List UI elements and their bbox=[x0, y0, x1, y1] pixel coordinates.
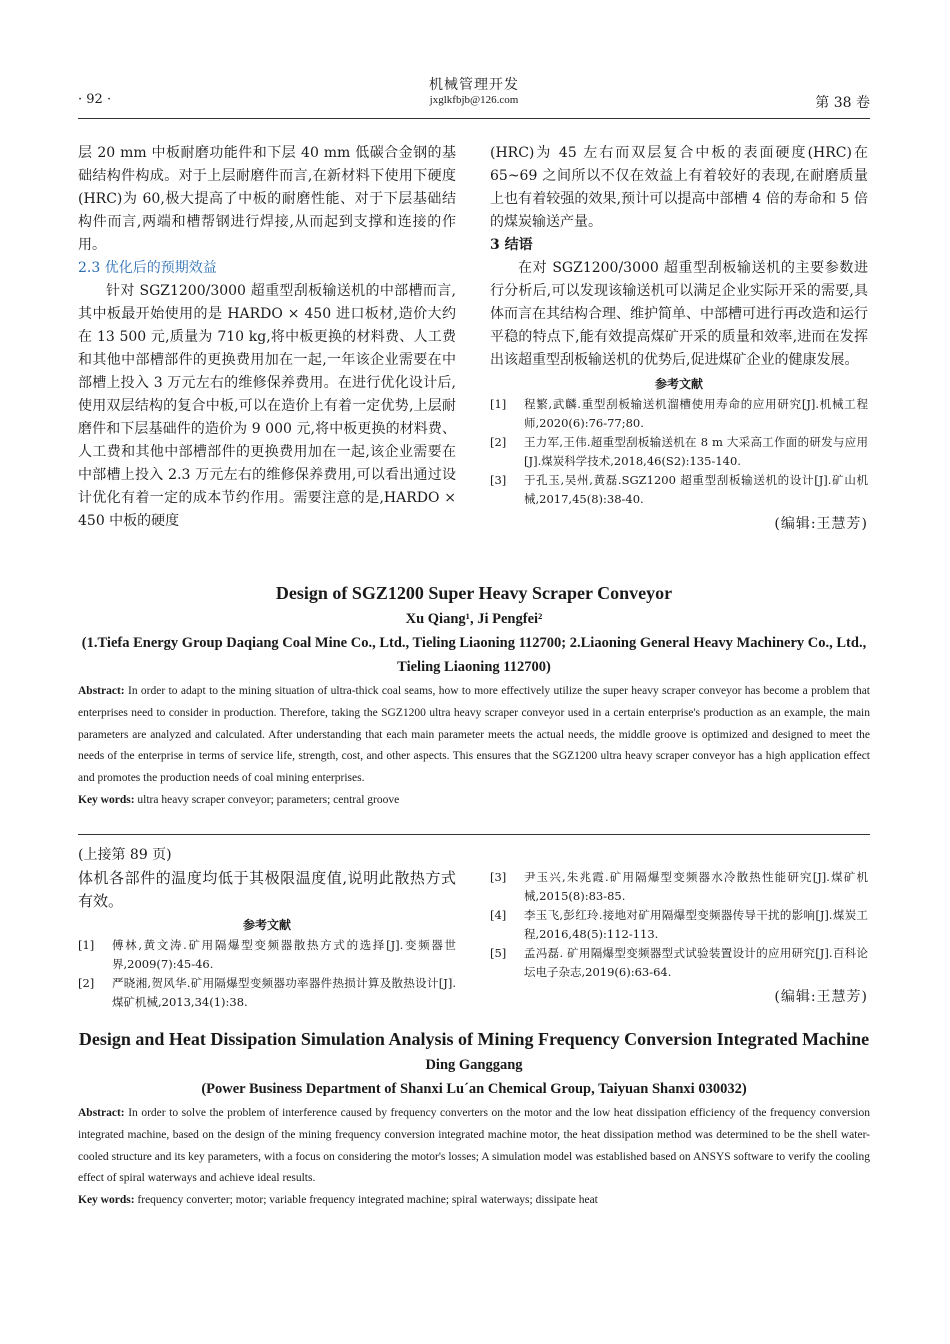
keywords-label: Key words: bbox=[78, 1194, 135, 1207]
reference-number: [3] bbox=[490, 473, 507, 487]
reference-item bbox=[78, 974, 456, 1012]
article1-right-column bbox=[490, 142, 868, 536]
abstract-text: In order to adapt to the mining situation of ultra-thick coal seams, how to more effectively utilize the super heavy scraper conveyor has become a problem that enterprises need to consider in production. Therefore, taking the SGZ1200 ultra heavy scraper conveyor used in a certain enterprise's production as an example, the main parameters are analyzed and calculated. After understanding that each main parameter meets the actual needs, the middle groove is optimized and designed to meet the needs of the enterprise in terms of service life, strength, cost, and other aspects. This ensures that the SGZ1200 ultra heavy scraper conveyor has a high application effect and promotes the production needs of coal mining enterprises. bbox=[78, 685, 870, 785]
reference-text: 严晓湘,贺风华.矿用隔爆型变频器功率器件热损计算及散热设计[J].煤矿机械,2013,34(1):38. bbox=[112, 976, 456, 1009]
reference-item bbox=[490, 906, 868, 944]
english-title: Design of SGZ1200 Super Heavy Scraper Conveyor bbox=[275, 583, 673, 603]
english-affiliation: (Power Business Department of Shanxi Lu´an Chemical Group, Taiyuan Shanxi 030032) bbox=[201, 1081, 747, 1097]
page-number: · 92 · bbox=[78, 92, 112, 107]
references-title: 参考文献 bbox=[242, 918, 291, 932]
reference-text: 于孔玉,吴州,黄磊.SGZ1200 超重型刮板输送机的设计[J].矿山机械,2017,45(8):38-40. bbox=[524, 473, 868, 506]
reference-text: 王力军,王伟.超重型刮板输送机在 8 m 大采高工作面的研发与应用[J].煤炭科学技术,2018,46(S2):135-140. bbox=[524, 435, 868, 468]
editor-note: (编辑:王慧芳) bbox=[774, 989, 868, 1005]
body-paragraph: 体机各部件的温度均低于其极限温度值,说明此散热方式有效。 bbox=[78, 869, 456, 910]
reference-number: [1] bbox=[78, 938, 95, 952]
reference-item bbox=[490, 944, 868, 982]
reference-text: 傅林,黄文涛.矿用隔爆型变频器散热方式的选择[J].变频器世界,2009(7):45-46. bbox=[112, 938, 456, 971]
volume-label: 第 38 卷 bbox=[815, 95, 870, 111]
reference-number: [4] bbox=[490, 908, 507, 922]
abstract-label: Abstract: bbox=[78, 685, 125, 697]
journal-title: 机械管理开发 bbox=[429, 77, 519, 93]
reference-number: [1] bbox=[490, 397, 507, 411]
reference-text: 尹玉兴,朱兆霞.矿用隔爆型变频器水冷散热性能研究[J].煤矿机械,2015(8):83-85. bbox=[524, 870, 868, 903]
references-title: 参考文献 bbox=[654, 377, 703, 391]
english-title: Design and Heat Dissipation Simulation Analysis of Mining Frequency Conversion Integrated Machine bbox=[78, 1029, 870, 1049]
reference-text: 孟冯磊. 矿用隔爆型变频器型式试验装置设计的应用研究[J].百科论坛电子杂志,2019(6):63-64. bbox=[524, 946, 868, 979]
english-authors: Xu Qiang¹, Ji Pengfei² bbox=[405, 611, 543, 627]
reference-item bbox=[78, 936, 456, 974]
article1-left-column bbox=[78, 142, 456, 533]
reference-item bbox=[490, 395, 868, 433]
body-paragraph: 层 20 mm 中板耐磨功能件和下层 40 mm 低碳合金钢的基础结构件构成。对于上层耐磨件而言,在新材料下使用下硬度(HRC)为 60,极大提高了中板的耐磨性能、对于下层基础结构件而言,两端和槽帮钢进行焊接,从而起到支撑和连接的作用。 bbox=[78, 145, 456, 253]
abstract-text: In order to solve the problem of interference caused by frequency converters on the motor and the low heat dissipation efficiency of the frequency conversion integrated machine, based on the design of the mining frequency conversion integrated machine motor, the heat dissipation method was determined to be the shell water-cooled structure and its key parameters, with a focus on considering the motor's losses; A simulation model was established based on ANSYS software to verify the cooling effect of spiral waterways and achieve ideal results. bbox=[78, 1107, 870, 1185]
journal-heading bbox=[78, 74, 870, 106]
article2-right-column bbox=[490, 868, 868, 1009]
keywords-text: ultra heavy scraper conveyor; parameters; central groove bbox=[137, 793, 400, 806]
journal-email: jxglkfbjb@126.com bbox=[429, 94, 519, 106]
section-heading-2-3: 2.3 优化后的预期效益 bbox=[78, 260, 217, 276]
article1-english-abstract bbox=[78, 580, 870, 810]
english-keywords bbox=[78, 790, 870, 810]
english-author: Ding Ganggang bbox=[425, 1057, 523, 1073]
english-keywords bbox=[78, 1190, 870, 1210]
reference-text: 程繁,武麟.重型刮板输送机溜槽使用寿命的应用研究[J].机械工程师,2020(6):76-77;80. bbox=[524, 397, 868, 430]
reference-text: 李玉飞,彭红玲.接地对矿用隔爆型变频器传导干扰的影响[J].煤炭工程,2016,48(5):112-113. bbox=[524, 908, 868, 941]
continued-note: (上接第 89 页) bbox=[78, 847, 172, 863]
keywords-text: frequency converter; motor; variable frequency integrated machine; spiral waterways; dissipate heat bbox=[137, 1194, 598, 1207]
section-heading-3: 3 结语 bbox=[490, 237, 533, 253]
page-header bbox=[78, 74, 870, 119]
reference-number: [2] bbox=[490, 435, 507, 449]
article2-english-abstract bbox=[78, 1026, 870, 1210]
english-abstract bbox=[78, 681, 870, 790]
reference-item bbox=[490, 471, 868, 509]
article-separator bbox=[78, 834, 870, 835]
reference-item bbox=[490, 868, 868, 906]
english-affiliation: (1.Tiefa Energy Group Daqiang Coal Mine Co., Ltd., Tieling Liaoning 112700; 2.Liaoning General Heavy Machinery Co., Ltd., Tieling Liaoning 112700) bbox=[81, 635, 867, 675]
editor-note: (编辑:王慧芳) bbox=[774, 516, 868, 532]
article2-left-column bbox=[78, 844, 456, 1012]
reference-number: [2] bbox=[78, 976, 95, 990]
abstract-label: Abstract: bbox=[78, 1107, 125, 1119]
body-paragraph: (HRC)为 45 左右而双层复合中板的表面硬度(HRC)在 65~69 之间所以不仅在效益上有着较好的表现,在耐磨质量上也有着较强的效果,预计可以提高中部槽 4 倍的寿命和 5 倍的煤炭输送产量。 bbox=[490, 145, 868, 230]
reference-number: [3] bbox=[490, 870, 507, 884]
reference-item bbox=[490, 433, 868, 471]
body-paragraph: 针对 SGZ1200/3000 超重型刮板输送机的中部槽而言, 其中板最开始使用的是 HARDO × 450 进口板材,造价大约在 13 500 元,质量为 710 kg,将中板更换的材料费、人工费和其他中部槽部件的更换费用加在一起,一年该企业需要在中部槽上投入 3 万元左右的维修保养费用。在进行优化设计后,使用双层结构的复合中板,可以在造价上有着一定优势,上层耐磨件和下层基础件的造价为 9 000 元,将中板更换的材料费、人工费和其他中部槽部件的更换费用加在一起,该企业需要在中部槽上投入 2.3 万元左右的维修保养费用,可以看出通过设计优化有着一定的成本节约作用。需要注意的是,HARDO × 450 中板的硬度 bbox=[78, 283, 456, 529]
keywords-label: Key words: bbox=[78, 793, 135, 806]
body-paragraph: 在对 SGZ1200/3000 超重型刮板输送机的主要参数进行分析后,可以发现该输送机可以满足企业实际开采的需要,具体而言在其结构合理、维护简单、中部槽可进行再改造和运行平稳的特点下,能有效提高煤矿开采的质量和效率,进而在发挥出该超重型刮板输送机的优势后,促进煤矿企业的健康发展。 bbox=[490, 260, 868, 368]
reference-number: [5] bbox=[490, 946, 507, 960]
english-abstract bbox=[78, 1103, 870, 1190]
